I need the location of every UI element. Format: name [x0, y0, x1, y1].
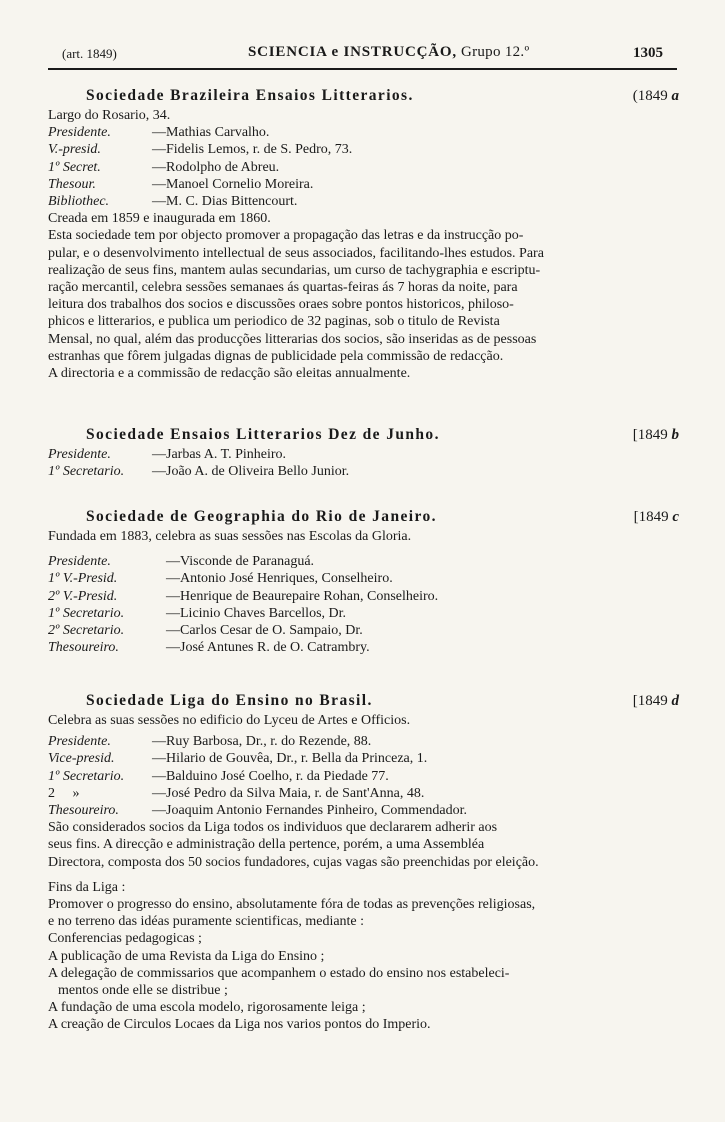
desc-line: estranhas que fôrem julgadas dignas de publicidade pela commissão de redacção. — [48, 348, 504, 364]
officer-line: 1º Secretario. —Balduino José Coelho, r. da Piedade 77. — [48, 768, 389, 784]
officer-line: Presidente. —Mathias Carvalho. — [48, 125, 270, 141]
members-line: Directora, composta dos 50 socios fundadores, cujas vagas são preenchidas por eleição. — [48, 854, 539, 870]
entry-liga-do-ensino — [48, 692, 679, 1034]
officer-line: 1º Secretario. —João A. de Oliveira Bello Junior. — [48, 464, 350, 480]
header-section-title: SCIENCIA e INSTRUCÇÃO, Grupo 12.º — [248, 44, 530, 60]
desc-line: Mensal, no qual, além das producções litterarias dos socios, são inseridas as de pessoas — [48, 331, 537, 347]
officer-line: Presidente. —Jarbas A. T. Pinheiro. — [48, 447, 287, 462]
aims-line: A creação de Circulos Locaes da Liga nos varios pontos do Imperio. — [48, 1017, 431, 1033]
entry-ref: [1849 b — [632, 427, 679, 443]
entry-sociedade-brazileira — [48, 87, 679, 382]
running-header — [48, 42, 677, 70]
members-line: São considerados socios da Liga todos os individuos que declararem adherir aos — [48, 820, 498, 836]
aims-line: Conferencias pedagogicas ; — [48, 931, 202, 947]
entry-title: Sociedade Ensaios Litterarios Dez de Junho. — [86, 426, 440, 443]
officer-line: Thesoureiro. —José Antunes R. de O. Catrambry. — [48, 640, 370, 656]
officer-line: Bibliothec. —M. C. Dias Bittencourt. — [48, 194, 298, 210]
officer-line: 2 » —José Pedro da Silva Maia, r. de Sant'Anna, 48. — [48, 785, 425, 801]
aims-line: A delegação de commissarios que acompanhem o estado do ensino nos estabeleci- — [48, 965, 510, 981]
entry-sociedade-geographia — [48, 508, 679, 656]
entry-ref: [1849 c — [633, 509, 679, 525]
desc-line: A directoria e a commissão de redacção são eleitas annualmente. — [48, 366, 411, 382]
officer-line: 1º Secret. —Rodolpho de Abreu. — [48, 159, 280, 175]
officer-line: 1º Secretario. —Licinio Chaves Barcellos, Dr. — [48, 605, 347, 621]
entry-ref: (1849 a — [632, 88, 679, 104]
entry-created: Creada em 1859 e inaugurada em 1860. — [48, 211, 271, 227]
officer-line: V.-presid. —Fidelis Lemos, r. de S. Pedro, 73. — [48, 142, 353, 158]
officer-line: 1º V.-Presid. —Antonio José Henriques, Conselheiro. — [48, 571, 393, 587]
entry-sessions: Celebra as suas sessões no edificio do Lyceu de Artes e Officios. — [48, 713, 411, 728]
officer-line: Presidente. —Ruy Barbosa, Dr., r. do Rezende, 88. — [48, 734, 372, 750]
entry-title: Sociedade Liga do Ensino no Brasil. — [86, 692, 373, 709]
officer-line: Vice-presid. —Hilario de Gouvêa, Dr., r. Bella da Princeza, 1. — [48, 751, 428, 767]
entry-ensaios-dez-junho — [48, 426, 679, 480]
desc-line: leitura dos trabalhos dos socios e discussões oraes sobre pontos historicos, philoso- — [48, 297, 514, 313]
desc-line: realização de seus fins, mantem aulas secundarias, um curso de tachygraphia e escriptu- — [48, 262, 541, 278]
header-article-ref: (art. 1849) — [62, 46, 117, 61]
entry-title: Sociedade de Geographia do Rio de Janeiro. — [86, 508, 437, 525]
aims-line: A fundação de uma escola modelo, rigorosamente leiga ; — [48, 1000, 366, 1016]
officer-line: 2º Secretario. —Carlos Cesar de O. Sampaio, Dr. — [48, 623, 363, 639]
desc-line: pular, e o desenvolvimento intellectual de seus associados, facilitando-lhes estudos. Para — [48, 245, 544, 261]
aims-heading: Fins da Liga : — [48, 879, 126, 895]
officer-line: Thesour. —Manoel Cornelio Moreira. — [48, 176, 314, 192]
officer-line: Presidente. —Visconde de Paranaguá. — [48, 554, 315, 570]
aims-line: e no terreno das idéas puramente scientificas, mediante : — [48, 914, 365, 930]
entry-founded: Fundada em 1883, celebra as suas sessões nas Escolas da Gloria. — [48, 529, 412, 544]
officer-line: 2º V.-Presid. —Henrique de Beaurepaire Rohan, Conselheiro. — [48, 588, 439, 604]
desc-line: Esta sociedade tem por objecto promover a propagação das letras e da instrucção po- — [48, 228, 524, 244]
entry-ref: [1849 d — [632, 693, 679, 709]
aims-line: A publicação de uma Revista da Liga do Ensino ; — [48, 948, 325, 964]
entry-title: Sociedade Brazileira Ensaios Litterarios. — [86, 87, 414, 104]
members-line: seus fins. A direcção e administração della pertence, porém, a uma Assembléa — [48, 837, 485, 853]
desc-line: ração mercantil, celebra sessões semanaes ás quartas-feiras ás 7 horas da noite, para — [48, 280, 518, 296]
desc-line: phicos e litterarios, e publica um periodico de 32 paginas, sob o titulo de Revista — [48, 314, 500, 330]
page-number: 1305 — [633, 45, 663, 61]
aims-line: mentos onde elle se distribue ; — [58, 983, 228, 999]
aims-line: Promover o progresso do ensino, absolutamente fóra de todas as prevenções religiosas, — [48, 897, 536, 913]
officer-line: Thesoureiro. —Joaquim Antonio Fernandes Pinheiro, Commendador. — [48, 803, 467, 819]
entry-address: Largo do Rosario, 34. — [48, 108, 171, 123]
